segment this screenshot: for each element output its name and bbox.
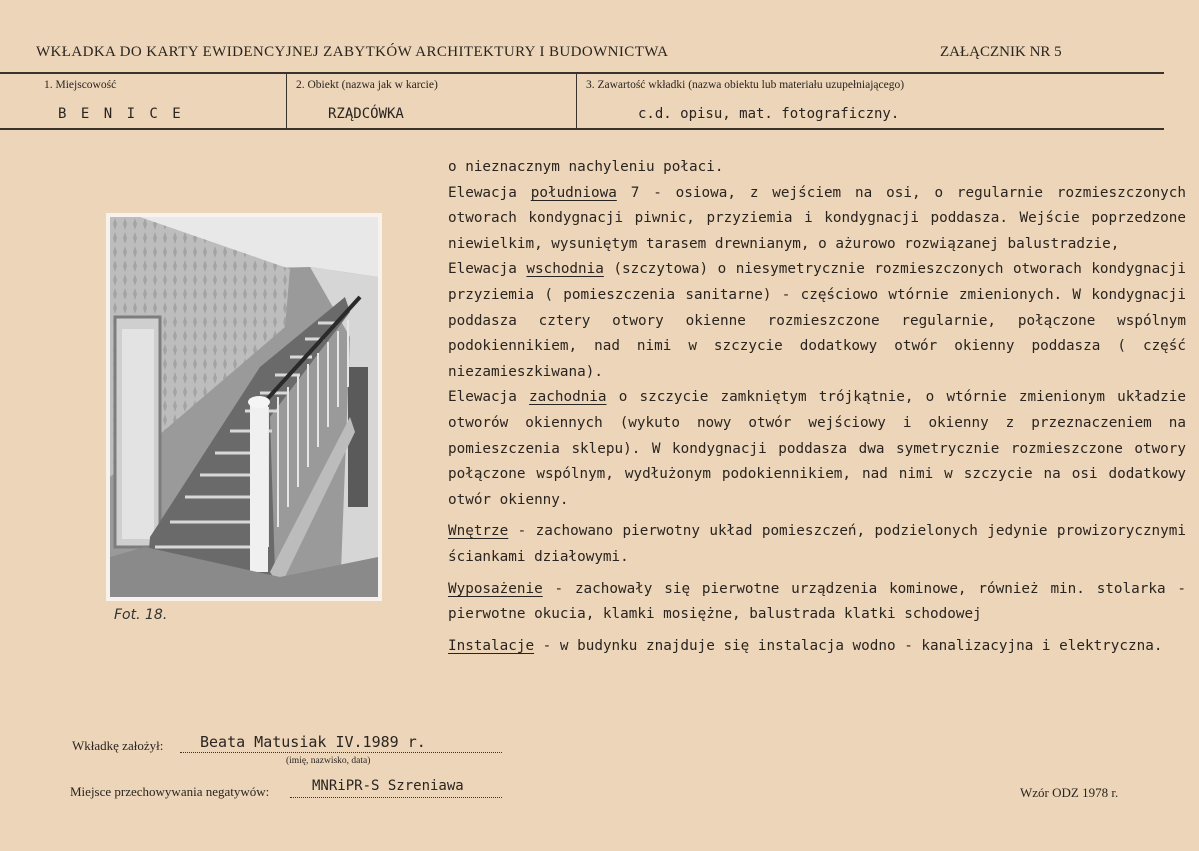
author-value: Beata Matusiak IV.1989 r. xyxy=(200,733,426,751)
paragraph-roof: o nieznacznym nachyleniu połaci. xyxy=(448,159,724,175)
negatives-dotted-line xyxy=(290,797,502,798)
header-divider-2 xyxy=(576,74,577,128)
negatives-label: Miejsce przechowywania negatywów: xyxy=(70,784,270,799)
paragraph-east-elevation: Elewacja wschodnia (szczytowa) o niesymetrycznie rozmieszczonych otworach kondygnacji przyziemia ( pomieszczenia sanitarne) - częściowo wtórnie zmienionych. W kondygnacji poddasza cztery otwory okienne rozmieszczone regularnie, połączone wspólnym podokiennikiem, nad nimi w szczycie dodatkowy otwór okienny poddasza ( część niezamieszkiwana). xyxy=(448,261,1187,380)
paragraph-furnishings: Wyposażenie - zachowały się pierwotne urządzenia kominowe, również min. stolarka - pierwotne okucia, klamki mosiężne, balustrada klatki schodowej xyxy=(448,580,1186,623)
author-dotted-line xyxy=(180,752,502,753)
header-rule-top xyxy=(0,72,1164,74)
annex-number: ZAŁĄCZNIK NR 5 xyxy=(940,44,1062,60)
description-text xyxy=(448,155,1186,659)
negatives-value: MNRiPR-S Szreniawa xyxy=(312,778,464,794)
content-value: c.d. opisu, mat. fotograficzny. xyxy=(638,106,900,122)
object-value: RZĄDCÓWKA xyxy=(328,106,404,122)
header-divider-1 xyxy=(286,74,287,128)
paragraph-west-elevation: Elewacja zachodnia o szczycie zamkniętym trójkątnie, o wtórnie zmienionym układzie otworów okiennych (wykuto nowy otwór wejściowy i okienny z przeznaczeniem na pomieszczenia sklepu). W kondygnacji poddasza dwa symetrycznie rozmieszczone otwory połączone wspólnym, wydłużonym podokiennikiem, nad nimi w szczycie na osi dodatkowy otwór okienny. xyxy=(448,389,1186,508)
paragraph-installations: Instalacje - w budynku znajduje się instalacja wodno - kanalizacyjna i elektryczna. xyxy=(448,637,1163,654)
author-label: Wkładkę założył: xyxy=(72,738,164,753)
content-label: 3. Zawartość wkładki (nazwa obiektu lub materiału uzupełniającego) xyxy=(586,79,905,91)
place-value: B E N I C E xyxy=(58,106,184,122)
staircase-photo xyxy=(106,213,382,601)
staircase-illustration xyxy=(110,217,378,597)
object-label: 2. Obiekt (nazwa jak w karcie) xyxy=(296,79,438,91)
photo-caption: Fot. 18. xyxy=(114,607,168,623)
author-hint: (imię, nazwisko, data) xyxy=(286,756,371,766)
paragraph-south-elevation: Elewacja południowa 7 - osiowa, z wejściem na osi, o regularnie rozmieszczonych otworach kondygnacji piwnic, przyziemia i kondygnacji poddasza. Wejście poprzedzone niewielkim, wysuniętym tarasem drewnianym, o ażurowo rozwiązanej balustradzie, xyxy=(448,184,1187,252)
form-model: Wzór ODZ 1978 r. xyxy=(1020,785,1119,800)
paragraph-interior: Wnętrze - zachowano pierwotny układ pomieszczeń, podzielonych jedynie prowizorycznymi ściankami działowymi. xyxy=(448,523,1186,565)
header-rule-bottom xyxy=(0,128,1164,130)
place-label: 1. Miejscowość xyxy=(44,79,117,91)
form-title: WKŁADKA DO KARTY EWIDENCYJNEJ ZABYTKÓW ARCHITEKTURY I BUDOWNICTWA xyxy=(36,44,669,60)
